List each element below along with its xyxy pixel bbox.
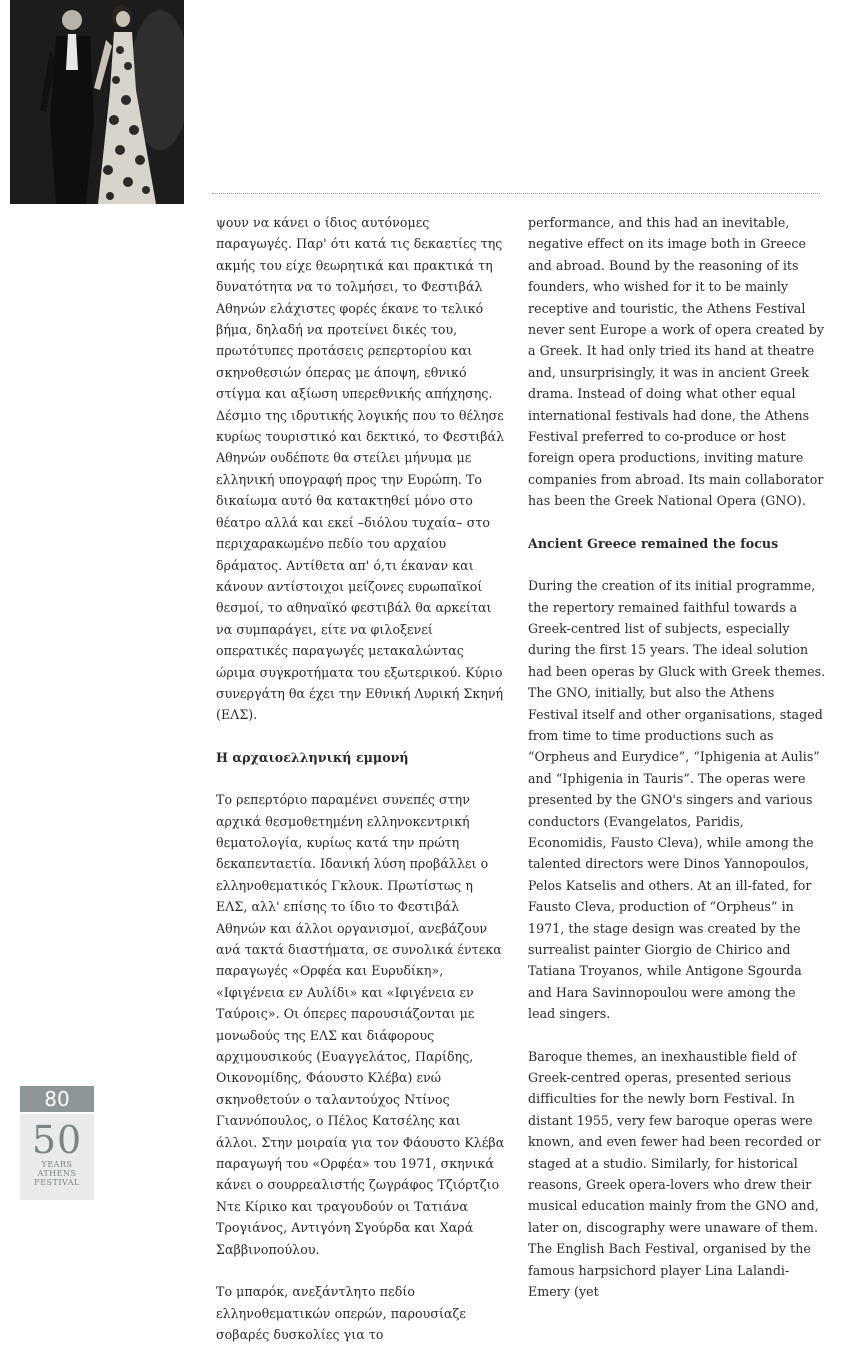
photo-illustration	[10, 0, 184, 204]
english-paragraph-3: Baroque themes, an inexhaustible field of Greek-centred operas, presented serious difficulties for the newly born Festival. In distant 1955, very few baroque operas were known, and even fewer had been recorded or staged at a studio. Similarly, for historical reasons, Greek opera-lovers who drew their musical education mainly from the GNO and, later on, discography were unaware of them. The English Bach Festival, organised by the famous harpsichord player Lina Lalandi-Emery (yet	[528, 1048, 821, 1300]
greek-paragraph-2: Το ρεπερτόριο παραμένει συνεπές στην αρχικά θεσμοθετημένη ελληνοκεντρική θεματολογία, κυρίως κατά την πρώτη δεκαπενταετία. Ιδανική λύση προβάλλει ο ελληνοθεματικός Γκλουκ. Πρωτίστως η ΕΛΣ, αλλ' επίσης το ίδιο το Φεστιβάλ Αθηνών και άλλοι οργανισμοί, ανεβάζουν ανά τακτά διαστήματα, σε συνολικά έντεκα παραγωγές «Ορφέα και Ευρυδίκη», «Ιφιγένεια εν Αυλίδι» και «Ιφιγένεια εν Ταύροις». Οι όπερες παρουσιάζονται με μονωδούς της ΕΛΣ και διάφορους αρχιμουσικούς (Ευαγγελάτος, Παρίδης, Οικονομίδης, Φάουστο Κλέβα) ενώ σκηνοθετούν ο ταλαντούχος Ντίνος Γιαννόπουλος, ο Πέλος Κατσέλης και άλλοι. Στην μοιραία για τον Φάουστο Κλέβα παραγωγή του «Ορφέα» του 1971, σκηνικά κάνει ο σουρρεαλιστής ζωγράφος Τζιόρτζιο Ντε Κίρικο και τραγουδούν οι Τατιάνα Τρογιάνος, Αντιγόνη Σγούρδα και Χαρά Σαββινοπούλου.	[216, 792, 505, 1257]
logo-line-festival: FESTIVAL	[34, 1178, 80, 1187]
greek-text-column	[216, 212, 505, 1345]
festival-logo	[20, 1114, 94, 1200]
logo-line-years: YEARS	[41, 1160, 73, 1169]
english-section-heading: Ancient Greece remained the focus	[528, 535, 779, 551]
page-number: 80	[20, 1086, 94, 1112]
dotted-divider	[212, 193, 820, 194]
english-text-column	[528, 212, 826, 1303]
archival-photo-conductor-and-singer	[10, 0, 184, 204]
greek-section-heading: Η αρχαιοελληνική εμμονή	[216, 749, 409, 765]
english-paragraph-2: During the creation of its initial programme, the repertory remained faithful towards a Greek-centred list of subjects, especially during the first 15 years. The ideal solution had been operas by Gluck with Greek themes. The GNO, initially, but also the Athens Festival itself and other organisations, staged from time to time productions such as “Orpheus and Eurydice”, “Iphigenia at Aulis” and “Iphigenia in Tauris”. The operas were presented by the GNO's singers and various conductors (Evangelatos, Paridis, Economidis, Fausto Cleva), while among the talented directors were Dinos Yannopoulos, Pelos Katselis and others. At an ill-fated, for Fausto Cleva, production of “Orpheus” in 1971, the stage design was created by the surrealist painter Giorgio de Chirico and Tatiana Troyanos, while Antigone Sgourda and Hara Savinnopoulou were among the lead singers.	[528, 578, 826, 1022]
greek-paragraph-1: ψουν να κάνει ο ίδιος αυτόνομες παραγωγές. Παρ' ότι κατά τις δεκαετίες της ακμής του είχε θεωρητικά και πρακτικά τη δυνατότητα να το τολμήσει, το Φεστιβάλ Αθηνών ελάχιστες φορές έκανε το τελικό βήμα, δηλαδή να προτείνει δικές του, πρωτότυπες προτάσεις ρεπερτορίου και σκηνοθεσιών όπερας με άποψη, εθνικό στίγμα και αξίωση υπερεθνικής απήχησης. Δέσμιο της ιδρυτικής λογικής που το θέλησε κυρίως τουριστικό και δεκτικό, το Φεστιβάλ Αθηνών ουδέποτε θα στείλει μήνυμα με ελληνική υπογραφή προς την Ευρώπη. Το δικαίωμα αυτό θα κατακτηθεί μόνο στο θέατρο αλλά και εκεί –διόλου τυχαία– στο περιχαρακωμένο πεδίο του αρχαίου δράματος. Αντίθετα απ' ό,τι έκαναν και κάνουν αντίστοιχοι μείζονες ευρωπαϊκοί θεσμοί, το αθηναϊκό φεστιβάλ θα αρκείται να συμπαράγει, είτε να φιλοξενεί οπερατικές παραγωγές μετακαλώντας ώριμα συγκροτήματα του εξωτερικού. Κύριο συνεργάτη θα έχει την Εθνική Λυρική Σκηνή (ΕΛΣ).	[216, 215, 505, 723]
greek-paragraph-3: Το μπαρόκ, ανεξάντλητο πεδίο ελληνοθεματικών οπερών, παρουσίαζε σοβαρές δυσκολίες για το	[216, 1284, 467, 1342]
logo-number: 50	[31, 1118, 83, 1162]
logo-line-athens: ATHENS	[37, 1169, 77, 1178]
english-paragraph-1: performance, and this had an inevitable, negative effect on its image both in Greece and abroad. Bound by the reasoning of its founders, who wished for it to be mainly receptive and touristic, the Athens Festival never sent Europe a work of opera created by a Greek. It had only tried its hand at theatre and, unsurprisingly, it was in ancient Greek drama. Instead of doing what other equal international festivals had done, the Athens Festival preferred to co-produce or host foreign opera productions, inviting mature companies from abroad. Its main collaborator has been the Greek National Opera (GNO).	[528, 215, 825, 509]
